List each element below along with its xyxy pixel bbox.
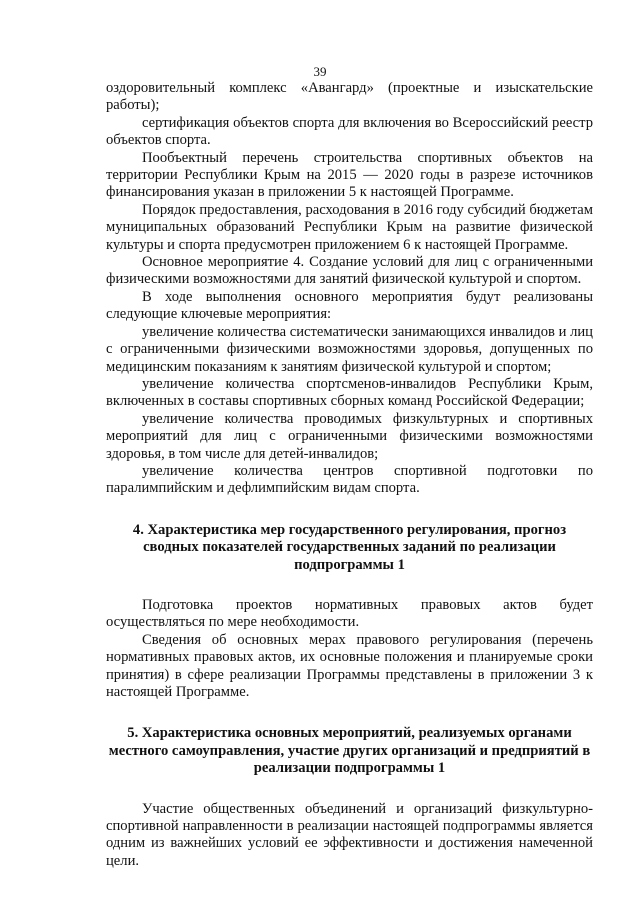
paragraph-legal-regulation: Сведения об основных мерах правового регулирования (перечень нормативных правовых актов, их основные положения и планируемые сроки принятия) в сфере реализации Программы представлены в приложении 3 к настоящей Программе. bbox=[106, 631, 593, 700]
spacer bbox=[106, 778, 593, 801]
spacer bbox=[106, 498, 593, 522]
document-body bbox=[106, 80, 593, 870]
paragraph-certification: сертификация объектов спорта для включения во Всероссийский реестр объектов спорта. bbox=[106, 114, 593, 149]
section-4-heading: 4. Характеристика мер государственного регулирования, прогноз сводных показателей государственных заданий по реализации подпрограммы 1 bbox=[132, 521, 567, 573]
list-item-national-teams: увеличение количества спортсменов-инвалидов Республики Крым, включенных в составы спортивных сборных команд Российской Федерации; bbox=[106, 375, 593, 410]
paragraph-key-activities-intro: В ходе выполнения основного мероприятия будут реализованы следующие ключевые мероприятия: bbox=[106, 288, 593, 323]
list-item-training-centers: увеличение количества центров спортивной подготовки по паралимпийским и дефлимпийским видам спорта. bbox=[106, 462, 593, 497]
page-number: 39 bbox=[313, 64, 327, 79]
paragraph-public-associations: Участие общественных объединений и организаций физкультурно-спортивной направленности в реализации настоящей подпрограммы является одним из важнейших условий ее эффективности и достижения намеченной цели. bbox=[106, 800, 593, 869]
paragraph-main-activity-4: Основное мероприятие 4. Создание условий для лиц с ограниченными физическими возможностями для занятий физической культурой и спортом. bbox=[106, 254, 593, 288]
paragraph-subsidies: Порядок предоставления, расходования в 2016 году субсидий бюджетам муниципальных образований Республики Крым на развитие физической культуры и спорта предусмотрен приложением 6 к настоящей Программе. bbox=[106, 201, 593, 253]
paragraph-legal-acts: Подготовка проектов нормативных правовых актов будет осуществляться по мере необходимости. bbox=[106, 596, 593, 631]
list-item-disabled-athletes: увеличение количества систематически занимающихся инвалидов и лиц с ограниченными физическими возможностями здоровья, допущенных по медицинским показаниям к занятиям физической культурой и спортом; bbox=[106, 323, 593, 375]
list-item-sport-events: увеличение количества проводимых физкультурных и спортивных мероприятий для лиц с ограниченными физическими возможностями здоровья, в том числе для детей-инвалидов; bbox=[106, 410, 593, 462]
paragraph-avangard: оздоровительный комплекс «Авангард» (проектные и изыскательские работы); bbox=[106, 80, 593, 114]
section-5-heading: 5. Характеристика основных мероприятий, реализуемых органами местного самоуправления, участие других организаций и предприятий в реализации подпрограммы 1 bbox=[108, 725, 591, 777]
paragraph-object-list: Пообъектный перечень строительства спортивных объектов на территории Республики Крым на 2015 — 2020 годы в разрезе источников финансирования указан в приложении 5 к настоящей Программе. bbox=[106, 149, 593, 201]
spacer bbox=[106, 701, 593, 725]
spacer bbox=[106, 574, 593, 597]
